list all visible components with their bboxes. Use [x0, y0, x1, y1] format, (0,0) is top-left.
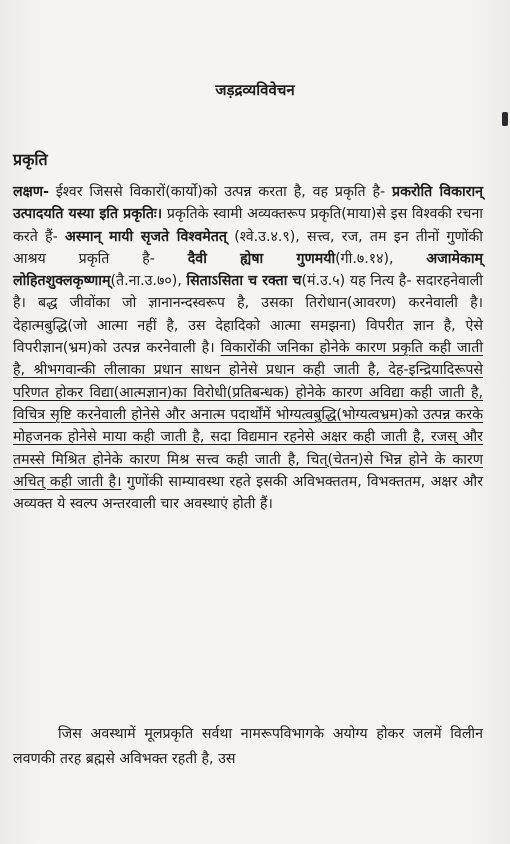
paragraph-1: [13, 181, 483, 515]
text-run: गुणोंकी साम्यावस्था रहते इसकी अविभक्ततम, विभक्ततम, अक्षर और अव्यक्त ये स्वल्प अन्तरवाली चार अवस्थाएं होती हैं।: [13, 473, 483, 513]
sanskrit-quote: अस्मान् मायी सृजते विश्वमेतत्: [65, 228, 227, 245]
definition-label: लक्षण-: [13, 184, 49, 200]
sanskrit-quote: सिताऽसिता च रक्ता च: [186, 273, 302, 290]
text-run: प्रकृतिके स्वामी अव्यक्तरूप प्रकृति(माया)से इस विश्वकी रचना करते हैं-: [13, 206, 483, 245]
text-run: ईश्वर जिससे विकारों(कार्यो)को उत्पन्न करता है, वह प्रकृति है-: [48, 184, 393, 200]
text-run: (गी.७.१४),: [335, 250, 427, 267]
text-run: (श्वे.उ.४.९), सत्त्व, रज, तम इन तीनों गुणोंकी आश्रय प्रकृति है-: [13, 228, 483, 267]
sanskrit-quote: प्रकरोति विकारान् उत्पादयति यस्या इति प्रकृतिः।: [13, 184, 483, 223]
paragraph-2: जिस अवस्थामें मूलप्रकृति सर्वथा नामरूपविभागके अयोग्य होकर जलमें विलीन लवणकी तरह ब्रह्मसे अविभक्त रहती है, उस: [13, 726, 483, 767]
section-title: प्रकृति: [13, 150, 48, 169]
chapter-heading: जड़द्रव्यविवेचन: [215, 81, 295, 99]
sanskrit-quote: अजामेकाम् लोहितशुक्लकृष्णाम्: [13, 250, 483, 290]
underlined-passage: विकारोंकी जनिका होनेके कारण प्रकृति कही जाती है, श्रीभगवान्की लीलाका प्रधान साधन होनेसे प्रधान कही जाती है, देह-इन्द्रियादिरूपसे परिणत होकर विद्या(आत्मज्ञान)का विरोधी(प्रतिबन्धक) होनेके कारण अविद्या कही जाती है, विचित्र सृष्टि करनेवाली होनेसे और अनात्म पदार्थोंमें भोग्यत्वबुद्धि(भोग्यत्वभ्रम)को उत्पन्न करके मोहजनक होनेसे माया कही जाती है, सदा विद्यमान रहनेसे अक्षर कही जाती है, रजस् और तमस्से मिश्रित होनेके कारण मिश्र सत्त्व कही जाती है, चित्(चेतन)से भिन्न होने के कारण अचित् कही जाती है।: [13, 340, 483, 490]
text-run: (मं.उ.५) यह नित्य है- सदारहनेवाली है। बद्ध जीवोंका जो ज्ञानानन्दस्वरूप है, उसका तिरोधान(आवरण) करनेवाली है। देहात्मबुद्धि(जो आत्मा नहीं है, उस देहादिको आत्मा समझना) विपरीत ज्ञान है, ऐसे विपरीज्ञान(भ्रम)को उत्पन्न करनेवाली है।: [13, 273, 483, 357]
margin-mark: [502, 112, 508, 126]
sanskrit-quote: दैवी ह्येषा गुणमयी: [187, 250, 336, 267]
text-run: (तै.ना.उ.७०),: [110, 273, 187, 290]
